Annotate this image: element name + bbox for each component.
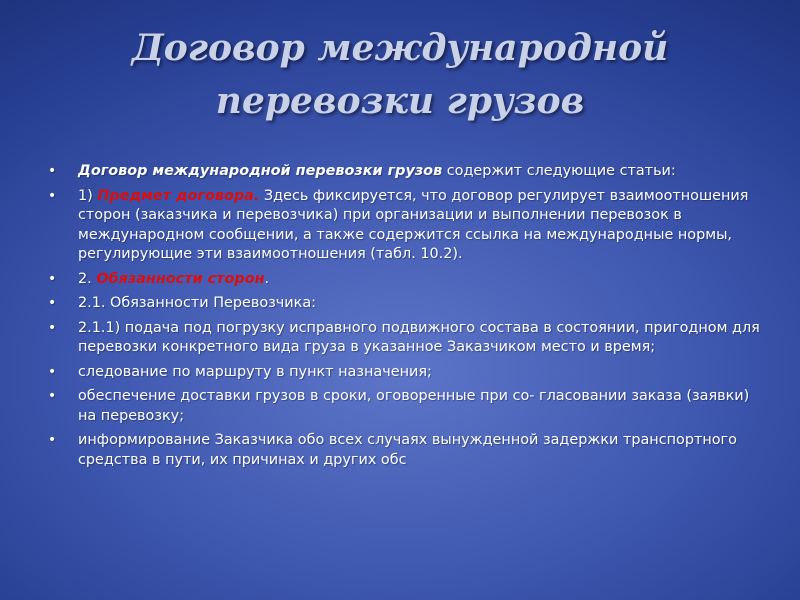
bullet-1-text: содержит следующие статьи: — [442, 163, 676, 179]
bullet-item-8 — [48, 431, 760, 470]
bullet-dot-icon: • — [48, 270, 57, 287]
bullet-item-7 — [48, 387, 760, 426]
bullet-item-4 — [48, 294, 760, 314]
bullet-dot-icon: • — [48, 363, 57, 380]
slide-title-line-1: Договор международной — [131, 27, 669, 69]
bullet-dot-icon: • — [48, 319, 57, 336]
slide-title — [40, 22, 760, 128]
bullet-2-prefix: 1) — [78, 187, 98, 204]
bullet-dot-icon: • — [48, 432, 57, 448]
slide-title-line-2: перевозки грузов — [215, 80, 585, 122]
bullet-dot-icon: • — [48, 163, 57, 179]
bullet-item-1 — [48, 162, 760, 182]
bullet-1-lead: Договор международной перевозки грузов — [78, 163, 443, 179]
bullet-list — [48, 162, 760, 475]
bullet-3-prefix: 2. — [78, 270, 97, 287]
bullet-8-text: информирование Заказчика обо всех случаях вынужденной задержки транспортного средства в пути, их причинах и других обс — [78, 432, 737, 468]
bullet-2-highlight: Предмет договора. — [97, 187, 260, 204]
bullet-5-text: 2.1.1) подача под погрузку исправного подвижного состава в состоянии, пригодном для перевозки конкретного вида груза в указанное Заказчиком место и время; — [78, 319, 760, 355]
bullet-3-text: . — [264, 270, 270, 287]
bullet-item-5 — [48, 319, 760, 358]
bullet-6-text: следование по маршруту в пункт назначения; — [78, 363, 432, 380]
bullet-dot-icon: • — [48, 295, 57, 311]
bullet-item-3 — [48, 270, 760, 290]
bullet-item-2 — [48, 187, 760, 265]
bullet-7-text: обеспечение доставки грузов в сроки, оговоренные при со- гласовании заказа (заявки) на перевозку; — [78, 388, 750, 424]
bullet-4-text: 2.1. Обязанности Перевозчика: — [78, 295, 317, 311]
bullet-item-6 — [48, 363, 760, 383]
bullet-dot-icon: • — [48, 187, 57, 204]
bullet-3-highlight: Обязанности сторон — [96, 270, 265, 287]
bullet-2-text: Здесь фиксируется, что договор регулирует взаимоотношения сторон (заказчика и перевозчика) при организации и выполнении перевозок в международном сообщении, а также содержится ссылка на международные нормы, регулирующие эти взаимоотношения (табл. 10.2). — [78, 187, 749, 262]
bullet-dot-icon: • — [48, 388, 57, 404]
